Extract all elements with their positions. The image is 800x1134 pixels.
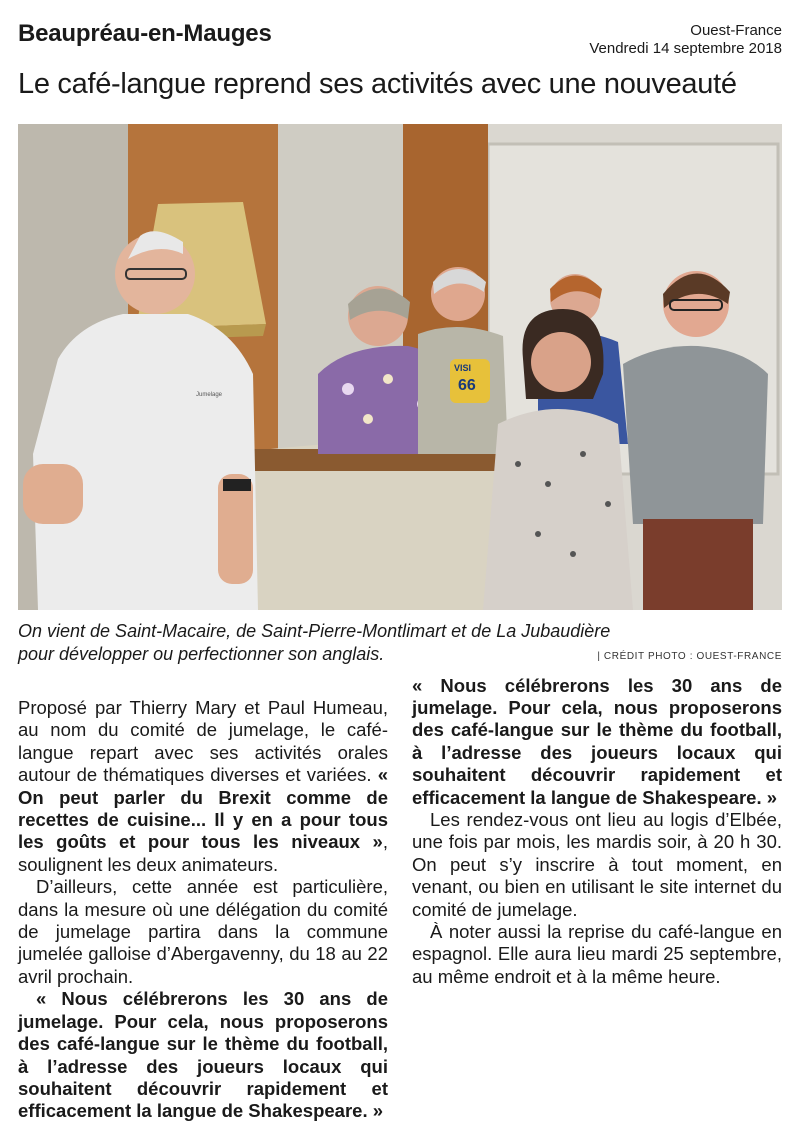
article-header	[18, 20, 782, 56]
article-column-1	[18, 697, 388, 1122]
newspaper-name: Ouest-France	[690, 22, 782, 39]
caption-line-2: pour développer ou perfectionner son anglais.	[18, 644, 385, 664]
section-rubric: Beaupréau-en-Mauges	[18, 20, 272, 47]
polo-logo: Jumelage	[196, 392, 223, 398]
group-photo	[18, 124, 782, 610]
shirt-print: 66	[458, 377, 476, 394]
intro-text: Proposé par Thierry Mary et Paul Humeau, au nom du comité de jumelage, le café-langue repart avec ses activités orales autour de thématiques diverses et variées.	[18, 697, 388, 786]
paragraph-intro	[18, 697, 388, 876]
caption-line-1: On vient de Saint-Macaire, de Saint-Pierre-Montlimart et de La Jubaudière	[18, 621, 611, 641]
paragraph-delegation: D’ailleurs, cette année est particulière, dans la mesure où une délégation du comité de jumelage partira dans la commune jumelée galloise d’Abergavenny, du 18 au 22 avril prochain.	[18, 876, 388, 987]
article-column-2	[412, 674, 782, 988]
photo-credit: | CRÉDIT PHOTO : OUEST-FRANCE	[597, 651, 782, 662]
intro-attribution: , soulignent les deux animateurs.	[18, 831, 388, 875]
paragraph-quote-continued	[412, 675, 782, 809]
intro-quote: « On peut parler du Brexit comme de recettes de cuisine... Il y en a pour tous les goûts et pour tous les niveaux »	[18, 764, 388, 853]
paragraph-quote-start	[18, 988, 388, 1122]
quote-jumelage: « Nous célébrerons les 30 ans de jumelage. Pour cela, nous proposerons des café-langue sur le thème du football, à l’adresse des joueurs locaux qui souhaitent découvrir rapidement et efficacement la langue de Shakespeare. »	[18, 988, 388, 1122]
paragraph-schedule: Les rendez-vous ont lieu au logis d’Elbée, une fois par mois, les mardis soir, à 20 h 30. On peut s’y inscrire à tout moment, en venant, ou bien en utilisant le site internet du comité de jumelage.	[412, 809, 782, 920]
headline: Le café-langue reprend ses activités avec une nouveauté	[18, 68, 737, 100]
paragraph-spanish: À noter aussi la reprise du café-langue en espagnol. Elle aura lieu mardi 25 septembre, au même endroit et à la même heure.	[412, 921, 782, 987]
publication-date: Vendredi 14 septembre 2018	[589, 40, 782, 57]
shirt-print-top: VISI	[454, 363, 472, 373]
quote-jumelage-continued: « Nous célébrerons les 30 ans de jumelage. Pour cela, nous proposerons des café-langue sur le thème du football, à l’adresse des joueurs locaux qui souhaitent découvrir rapidement et efficacement la langue de Shakespeare. »	[412, 674, 782, 808]
newspaper-info	[589, 22, 782, 58]
